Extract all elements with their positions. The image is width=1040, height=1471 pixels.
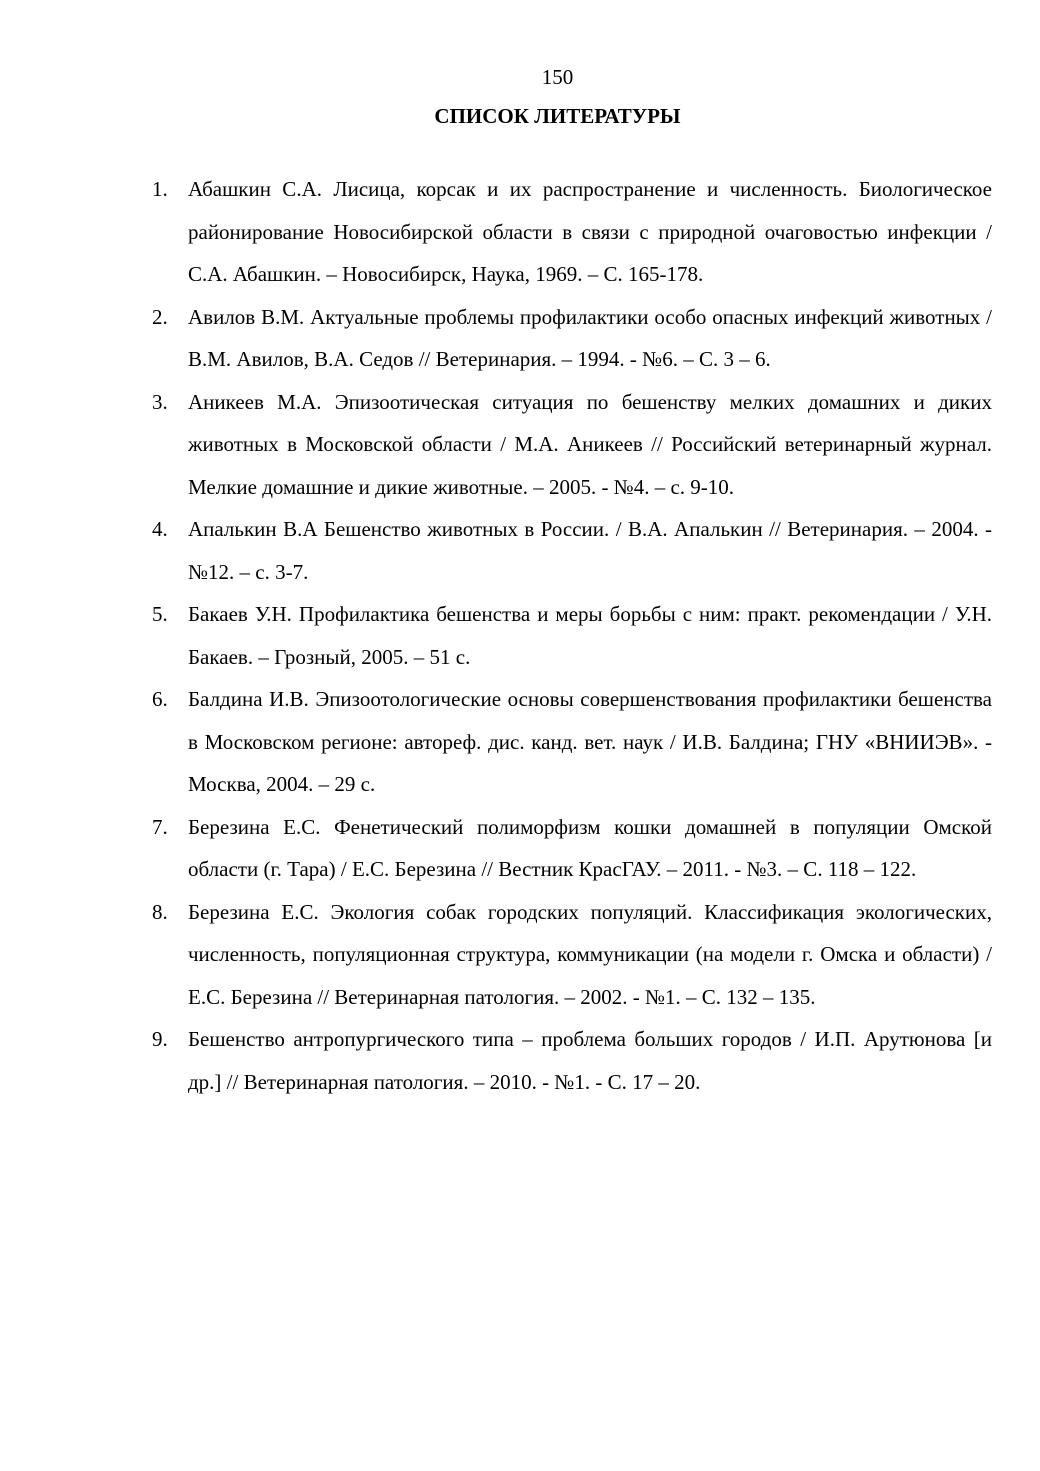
page-title: СПИСОК ЛИТЕРАТУРЫ <box>434 104 681 128</box>
list-item <box>152 508 992 593</box>
list-item <box>152 891 992 1019</box>
list-item <box>152 593 992 678</box>
reference-number: 5. <box>152 602 168 626</box>
reference-number: 9. <box>152 1027 168 1051</box>
reference-number: 4. <box>152 517 168 541</box>
reference-number: 8. <box>152 899 168 924</box>
list-item <box>152 381 992 509</box>
reference-number: 3. <box>152 389 168 414</box>
list-item <box>152 678 992 806</box>
list-item <box>152 296 992 381</box>
reference-text: Авилов В.М. Актуальные проблемы профилактики особо опасных инфекций животных / В.М. Авилов, В.А. Седов // Ветеринария. – 1994. - №6. – С. 3 – 6. <box>188 304 992 371</box>
reference-text: Балдина И.В. Эпизоотологические основы совершенствования профилактики бешенства в Московском регионе: автореф. дис. канд. вет. наук / И.В. Балдина; ГНУ «ВНИИЭВ». - Москва, 2004. – 29 с. <box>188 687 992 796</box>
reference-text: Апалькин В.А Бешенство животных в России. / В.А. Апалькин // Ветеринария. – 2004. - №12. – с. 3-7. <box>188 517 992 584</box>
reference-number: 7. <box>152 814 168 839</box>
list-item <box>152 1018 992 1103</box>
reference-text: Бакаев У.Н. Профилактика бешенства и меры борьбы с ним: практ. рекомендации / У.Н. Бакаев. – Грозный, 2005. – 51 с. <box>188 602 992 669</box>
reference-text: Бешенство антропургического типа – проблема больших городов / И.П. Арутюнова [и др.] // Ветеринарная патология. – 2010. - №1. - С. 17 – 20. <box>188 1027 992 1094</box>
reference-list <box>152 168 992 1103</box>
reference-number: 2. <box>152 304 168 329</box>
reference-text: Аникеев М.А. Эпизоотическая ситуация по бешенству мелких домашних и диких животных в Московской области / М.А. Аникеев // Российский ветеринарный журнал. Мелкие домашние и дикие животные. – 2005. - №4. – с. 9-10. <box>188 389 992 499</box>
reference-text: Абашкин С.А. Лисица, корсак и их распространение и численность. Биологическое районирование Новосибирской области в связи с природной очаговостью инфекции /С.А. Абашкин. – Новосибирск, Наука, 1969. – С. 165-178. <box>188 177 992 286</box>
reference-text: Березина Е.С. Экология собак городских популяций. Классификация экологических, численность, популяционная структура, коммуникации (на модели г. Омска и области) / Е.С. Березина // Ветеринарная патология. – 2002. - №1. – С. 132 – 135. <box>188 899 992 1009</box>
page-number: 150 <box>541 65 574 89</box>
reference-number: 6. <box>152 687 168 711</box>
list-item <box>152 168 992 296</box>
list-item <box>152 806 992 891</box>
reference-number: 1. <box>152 177 168 201</box>
reference-text: Березина Е.С. Фенетический полиморфизм кошки домашней в популяции Омской области (г. Тара) / Е.С. Березина // Вестник КрасГАУ. – 2011. - №3. – С. 118 – 122. <box>188 814 992 881</box>
